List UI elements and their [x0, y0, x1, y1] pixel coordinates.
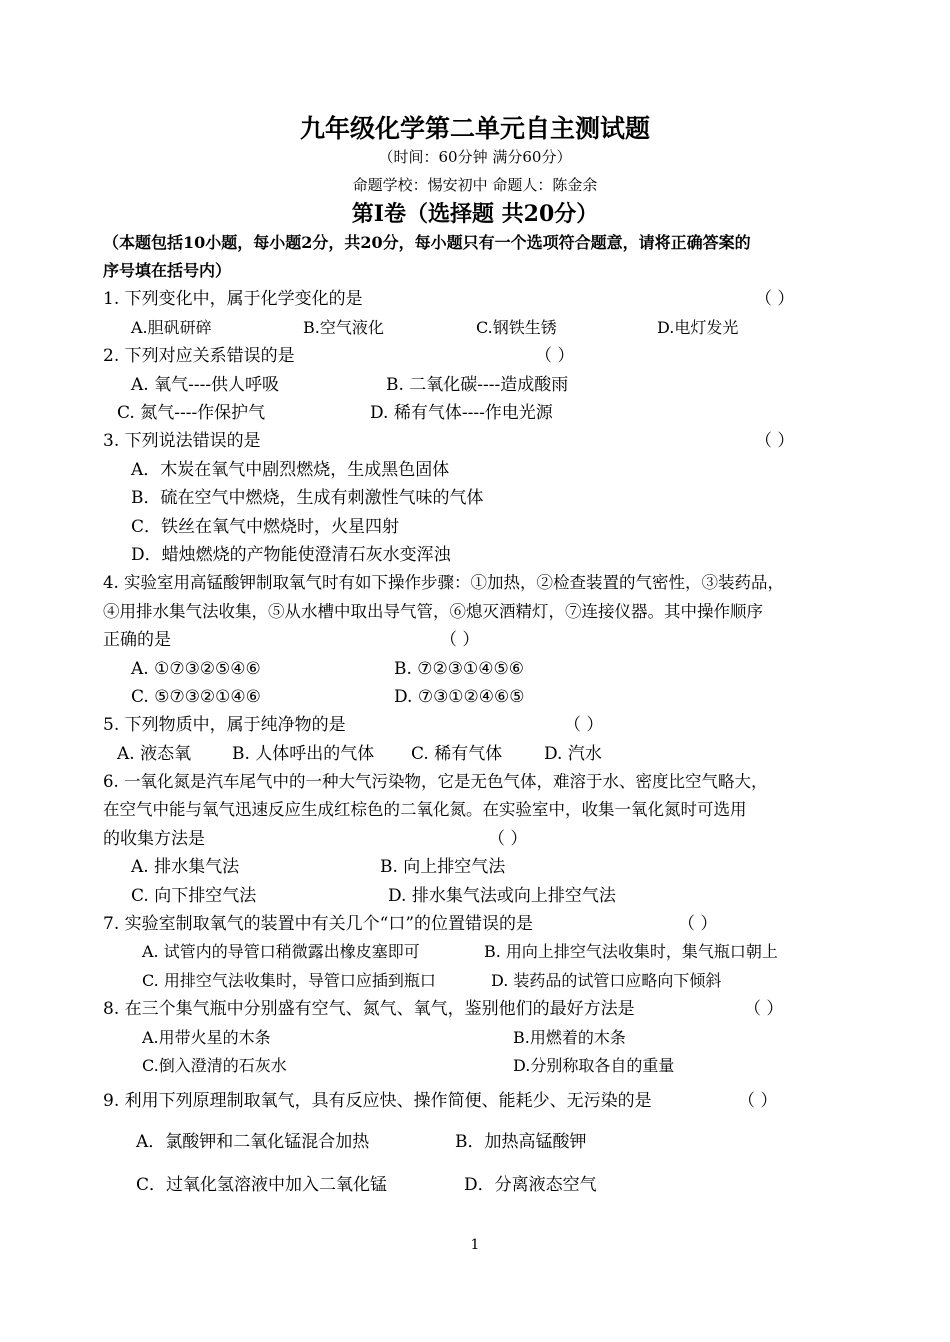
question-5-stem: 5. 下列物质中，属于纯净物的是 — [103, 715, 346, 735]
question-4-stem-line-1: 4. 实验室用高锰酸钾制取氧气时有如下操作步骤：①加热，②检查装置的气密性，③装药品， — [103, 573, 784, 592]
question-8-option-c: C.倒入澄清的石灰水 — [142, 1056, 287, 1075]
question-9-option-c: C．过氧化氢溶液中加入二氧化锰 — [136, 1175, 388, 1195]
question-8-option-a: A.用带火星的木条 — [142, 1028, 271, 1047]
instructions-line-2: 序号填在括号内） — [103, 261, 232, 280]
question-4-option-b: B. ⑦②③①④⑤⑥ — [394, 659, 524, 679]
time-info: （时间：60分钟 满分60分） — [378, 148, 572, 166]
instructions-line-1: （本题包括10小题，每小题2分，共20分，每小题只有一个选项符合题意，请将正确答案的 — [103, 233, 751, 252]
question-6-stem-line-1: 6. 一氧化氮是汽车尾气中的一种大气污染物，它是无色气体，难溶于水、密度比空气略大， — [103, 772, 768, 791]
question-5-option-a: A. 液态氧 — [117, 744, 192, 764]
question-9-option-b: B．加热高锰酸钾 — [455, 1132, 587, 1152]
question-2-stem: 2. 下列对应关系错误的是 — [103, 346, 295, 366]
question-5-option-c: C. 稀有气体 — [411, 744, 503, 764]
question-5-option-d: D. 汽水 — [544, 744, 602, 764]
question-8-option-d: D.分别称取各自的重量 — [513, 1056, 675, 1075]
question-2-option-b: B. 二氧化碳----造成酸雨 — [386, 375, 569, 395]
page-number: 1 — [470, 1237, 480, 1253]
question-3-option-b: B．硫在空气中燃烧，生成有刺激性气味的气体 — [131, 488, 484, 508]
question-7-option-d: D. 装药品的试管口应略向下倾斜 — [491, 971, 722, 990]
question-3-option-a: A．木炭在氧气中剧烈燃烧，生成黑色固体 — [131, 460, 450, 480]
question-6-option-c: C. 向下排空气法 — [131, 886, 257, 906]
question-8-option-b: B.用燃着的木条 — [513, 1028, 626, 1047]
question-2-answer-paren: （ ） — [535, 346, 575, 366]
question-8-answer-paren: （ ） — [744, 999, 784, 1019]
question-1-stem: 1. 下列变化中，属于化学变化的是 — [103, 289, 363, 309]
question-2-option-c: C. 氮气----作保护气 — [117, 403, 266, 423]
question-1-option-a: A.胆矾研碎 — [131, 318, 212, 337]
question-4-stem-line-3: 正确的是 — [103, 630, 171, 650]
question-5-option-b: B. 人体呼出的气体 — [232, 744, 375, 764]
question-6-answer-paren: （ ） — [488, 829, 528, 849]
page-title: 九年级化学第二单元自主测试题 — [299, 114, 650, 143]
question-1-answer-paren: （ ） — [755, 289, 795, 309]
question-1-option-b: B.空气液化 — [303, 318, 384, 337]
question-6-option-a: A. 排水集气法 — [131, 857, 240, 877]
question-2-option-a: A. 氧气----供人呼吸 — [131, 375, 280, 395]
question-9-stem: 9. 利用下列原理制取氧气，具有反应快、操作简便、能耗少、无污染的是 — [103, 1091, 652, 1111]
question-6-option-b: B. 向上排空气法 — [380, 857, 506, 877]
question-1-option-d: D.电灯发光 — [657, 318, 739, 337]
question-4-stem-line-2: ④用排水集气法收集，⑤从水槽中取出导气管，⑥熄灭酒精灯，⑦连接仪器。其中操作顺序 — [103, 602, 763, 621]
question-6-stem-line-3: 的收集方法是 — [103, 829, 205, 849]
question-3-stem: 3. 下列说法错误的是 — [103, 431, 261, 451]
author-info: 命题学校：惕安初中 命题人：陈金余 — [352, 176, 598, 194]
question-5-answer-paren: （ ） — [564, 715, 604, 735]
question-6-stem-line-2: 在空气中能与氧气迅速反应生成红棕色的二氧化氮。在实验室中，收集一氧化氮时可选用 — [103, 800, 747, 819]
question-9-option-d: D．分离液态空气 — [464, 1175, 597, 1195]
question-4-option-c: C. ⑤⑦③②①④⑥ — [131, 687, 261, 707]
question-9-answer-paren: （ ） — [738, 1091, 778, 1111]
question-3-option-d: D．蜡烛燃烧的产物能使澄清石灰水变浑浊 — [131, 545, 451, 565]
question-9-option-a: A．氯酸钾和二氧化锰混合加热 — [136, 1132, 370, 1152]
question-1-option-c: C.钢铁生锈 — [476, 318, 557, 337]
question-3-option-c: C．铁丝在氧气中燃烧时，火星四射 — [131, 517, 400, 537]
question-7-answer-paren: （ ） — [678, 914, 718, 934]
question-7-stem: 7. 实验室制取氧气的装置中有关几个“口”的位置错误的是 — [103, 914, 534, 934]
question-7-option-c: C. 用排空气法收集时，导管口应插到瓶口 — [142, 971, 436, 990]
question-7-option-a: A. 试管内的导管口稍微露出橡皮塞即可 — [142, 942, 420, 961]
question-7-option-b: B. 用向上排空气法收集时，集气瓶口朝上 — [484, 942, 778, 961]
section-title: 第Ⅰ卷（选择题 共20分） — [351, 201, 599, 227]
question-8-stem: 8. 在三个集气瓶中分别盛有空气、氮气、氧气，鉴别他们的最好方法是 — [103, 999, 635, 1019]
question-4-option-a: A. ①⑦③②⑤④⑥ — [131, 659, 261, 679]
question-3-answer-paren: （ ） — [755, 431, 795, 451]
question-4-option-d: D. ⑦③①②④⑥⑤ — [394, 687, 525, 707]
question-4-answer-paren: （ ） — [440, 630, 480, 650]
question-2-option-d: D. 稀有气体----作电光源 — [370, 403, 553, 423]
question-6-option-d: D. 排水集气法或向上排空气法 — [388, 886, 616, 906]
